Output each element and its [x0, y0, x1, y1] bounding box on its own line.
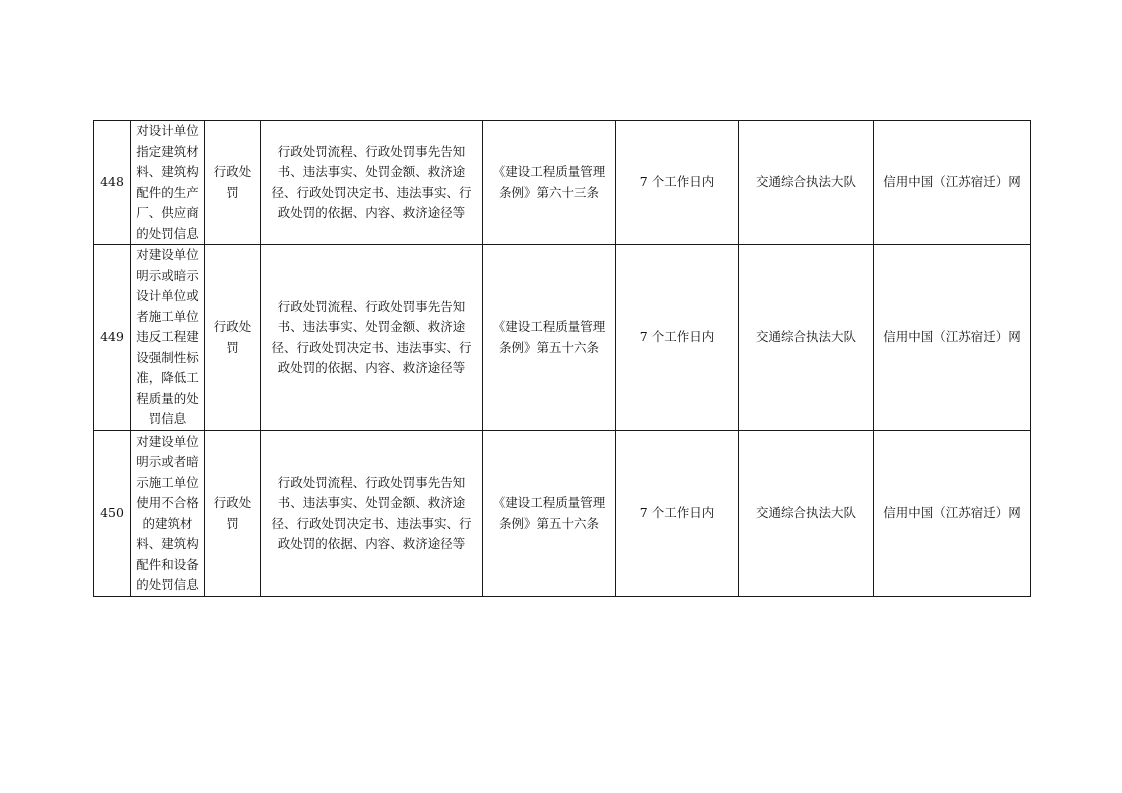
disclosure-channel: 信用中国（江苏宿迁）网 — [874, 245, 1031, 431]
legal-basis: 《建设工程质量管理条例》第五十六条 — [483, 431, 616, 597]
disclosure-channel: 信用中国（江苏宿迁）网 — [874, 121, 1031, 245]
disclosure-period: 7 个工作日内 — [616, 431, 739, 597]
item-name: 对建设单位明示或暗示设计单位或者施工单位违反工程建设强制性标准，降低工程质量的处罚信息 — [131, 245, 205, 431]
table-row — [94, 245, 1031, 431]
disclosure-table — [93, 120, 1031, 597]
row-number: 448 — [94, 121, 131, 245]
row-number: 449 — [94, 245, 131, 431]
disclosure-channel: 信用中国（江苏宿迁）网 — [874, 431, 1031, 597]
legal-basis: 《建设工程质量管理条例》第六十三条 — [483, 121, 616, 245]
disclosure-content: 行政处罚流程、行政处罚事先告知书、违法事实、处罚金额、救济途径、行政处罚决定书、违法事实、行政处罚的依据、内容、救济途径等 — [261, 121, 483, 245]
disclosure-content: 行政处罚流程、行政处罚事先告知书、违法事实、处罚金额、救济途径、行政处罚决定书、违法事实、行政处罚的依据、内容、救济途径等 — [261, 431, 483, 597]
category: 行政处罚 — [205, 431, 261, 597]
item-name: 对设计单位指定建筑材料、建筑构配件的生产厂、供应商的处罚信息 — [131, 121, 205, 245]
row-number: 450 — [94, 431, 131, 597]
table-row — [94, 121, 1031, 245]
category: 行政处罚 — [205, 121, 261, 245]
disclosure-content: 行政处罚流程、行政处罚事先告知书、违法事实、处罚金额、救济途径、行政处罚决定书、违法事实、行政处罚的依据、内容、救济途径等 — [261, 245, 483, 431]
disclosure-period: 7 个工作日内 — [616, 245, 739, 431]
responsible-department: 交通综合执法大队 — [739, 121, 874, 245]
item-name: 对建设单位明示或者暗示施工单位使用不合格的建筑材料、建筑构配件和设备的处罚信息 — [131, 431, 205, 597]
responsible-department: 交通综合执法大队 — [739, 431, 874, 597]
table-row — [94, 431, 1031, 597]
legal-basis: 《建设工程质量管理条例》第五十六条 — [483, 245, 616, 431]
responsible-department: 交通综合执法大队 — [739, 245, 874, 431]
category: 行政处罚 — [205, 245, 261, 431]
disclosure-period: 7 个工作日内 — [616, 121, 739, 245]
